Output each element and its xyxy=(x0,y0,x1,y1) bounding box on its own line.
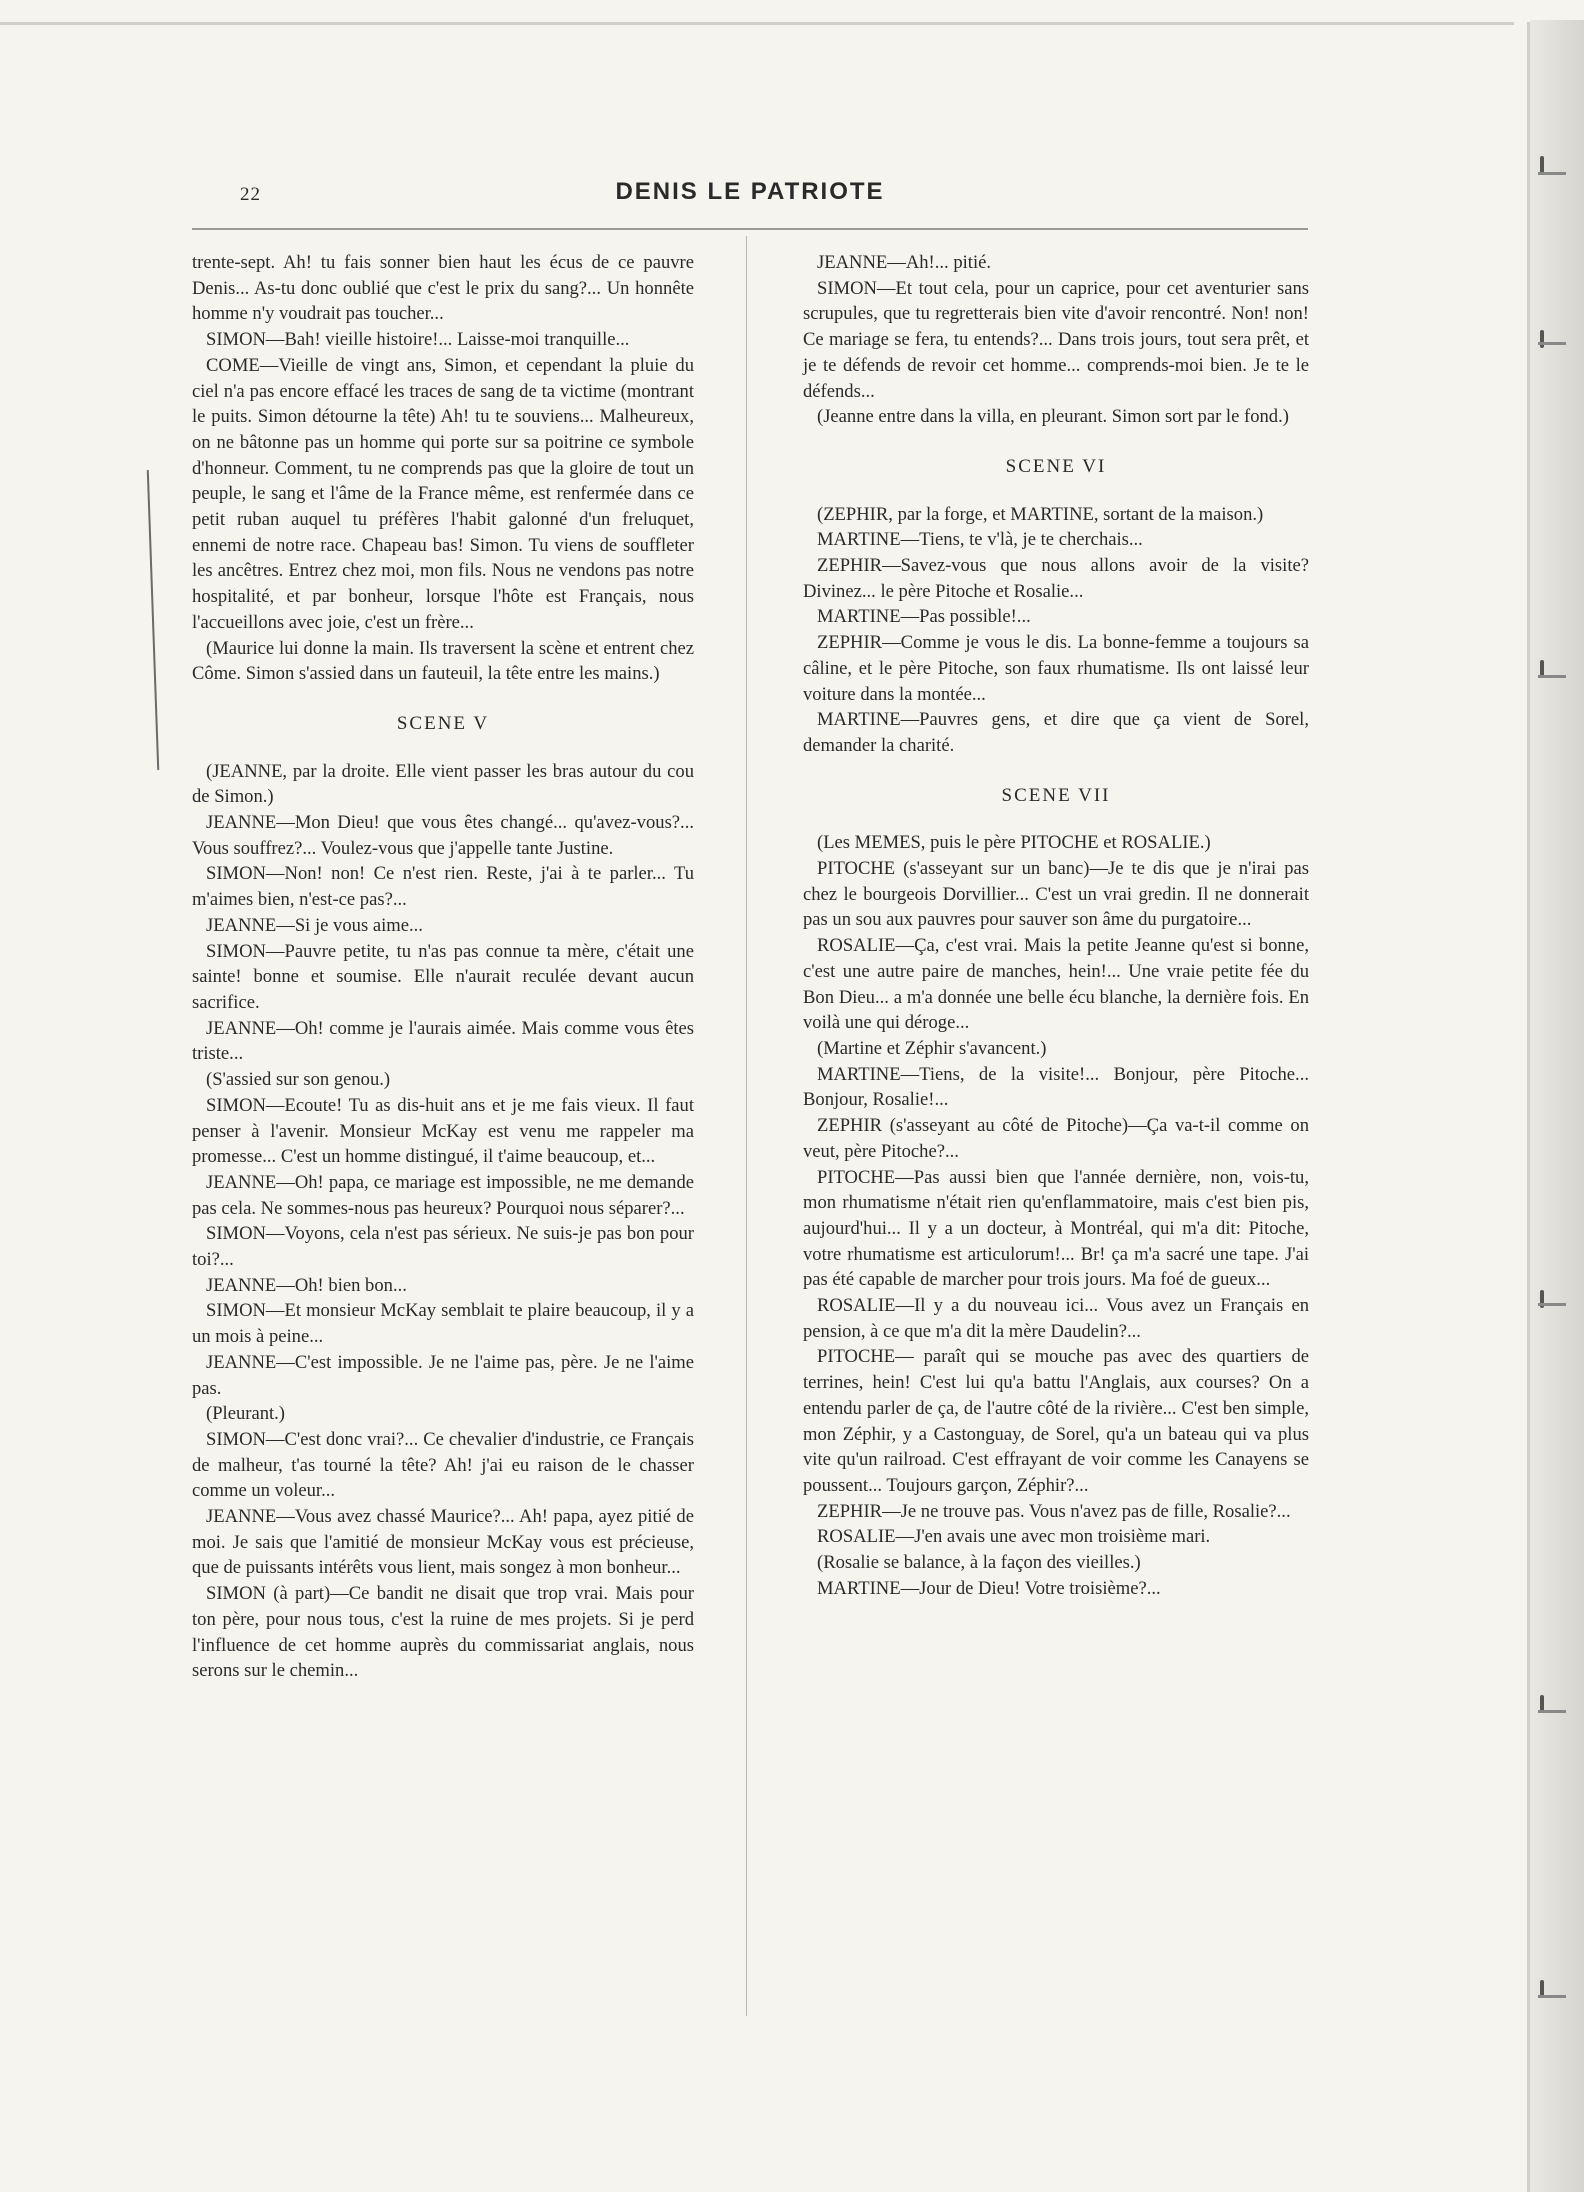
paragraph: (JEANNE, par la droite. Elle vient passer les bras autour du cou de Simon.) xyxy=(192,760,694,808)
paragraph: ZEPHIR—Comme je vous le dis. La bonne-femme a toujours sa câline, et le père Pitoche, son faux rhumatisme. Ils ont laissé leur voiture dans la montée... xyxy=(803,632,1309,705)
paragraph: JEANNE—Si je vous aime... xyxy=(206,914,423,936)
scene-heading: SCENE VI xyxy=(1005,455,1107,477)
paragraph: MARTINE—Jour de Dieu! Votre troisième?... xyxy=(817,1577,1161,1599)
right-column xyxy=(803,250,1309,1601)
paragraph: JEANNE—Vous avez chassé Maurice?... Ah! papa, ayez pitié de moi. Je sais que l'amitié de monsieur McKay vous est précieuse, que de puissants intérêts vous lient, mais songez à mon bonheur... xyxy=(192,1506,694,1579)
paragraph: MARTINE—Pas possible!... xyxy=(817,606,1031,628)
paragraph: MARTINE—Pauvres gens, et dire que ça vient de Sorel, demander la charité. xyxy=(803,709,1309,756)
paragraph: (Maurice lui donne la main. Ils traversent la scène et entrent chez Côme. Simon s'assied dans un fauteuil, la tête entre les mains.) xyxy=(192,637,694,685)
paragraph: PITOCHE—Pas aussi bien que l'année dernière, non, vois-tu, mon rhumatisme n'était rien qu'enflammatoire, mais c'est bien pis, aujourd'hui... Il y a un docteur, à Montréal, qui m'a dit: Pitoche, votre rhumatisme est articulorum!... Br! ça m'a sacré une tape. J'ai pas été capable de marcher pour trois jours. Ma foé de gueux... xyxy=(803,1166,1309,1291)
paragraph: (Rosalie se balance, à la façon des vieilles.) xyxy=(817,1552,1141,1574)
paragraph: ZEPHIR—Savez-vous que nous allons avoir de la visite? Divinez... le père Pitoche et Rosalie... xyxy=(803,555,1309,602)
margin-pencil-mark xyxy=(147,470,159,770)
book-binding xyxy=(1530,20,1584,2192)
paragraph: trente-sept. Ah! tu fais sonner bien haut les écus de ce pauvre Denis... As-tu donc oublié que c'est le prix du sang?... Un honnête homme n'y voudrait pas toucher... xyxy=(192,252,694,325)
binding-thread xyxy=(1538,1710,1566,1713)
paragraph: PITOCHE— paraît qui se mouche pas avec des quartiers de terrines, hein! C'est lui qu'a battu l'Anglais, aux courses? On a entendu parler de ça, de l'autre côté de la rivière... C'est ben simple, mon Zéphir, y a Castonguay, de Sorel, qu'a un bateau qui va plus vite qu'un railroad. C'est effrayant de voir comme les Canayens se poussent... Toujours garçon, Zéphir?... xyxy=(803,1346,1309,1496)
page-number: 22 xyxy=(240,184,261,205)
paragraph: JEANNE—Mon Dieu! que vous êtes changé... qu'avez-vous?... Vous souffrez?... Voulez-vous que j'appelle tante Justine. xyxy=(192,812,694,859)
binding-thread xyxy=(1538,342,1566,345)
paragraph: ROSALIE—J'en avais une avec mon troisième mari. xyxy=(817,1526,1211,1548)
paragraph: JEANNE—Oh! papa, ce mariage est impossible, ne me demande pas cela. Ne sommes-nous pas heureux? Pourquoi nous séparer?... xyxy=(192,1171,694,1219)
paragraph: PITOCHE (s'asseyant sur un banc)—Je te dis que je n'irai pas chez le bourgeois Dorvillier... C'est un vrai gredin. Il ne donnerait pas un sou aux pauvres pour sauver son âme du purgatoire... xyxy=(803,858,1309,931)
paragraph: SIMON—Pauvre petite, tu n'as pas connue ta mère, c'était une sainte! bonne et soumise. Elle n'aurait reculée devant aucun sacrifice. xyxy=(192,940,694,1013)
page-header xyxy=(192,178,1308,218)
left-column xyxy=(192,250,694,1684)
paragraph: COME—Vieille de vingt ans, Simon, et cependant la pluie du ciel n'a pas encore effacé les traces de sang de ta victime (montrant le puits. Simon détourne la tête) Ah! tu te souviens... Malheureux, on ne bâtonne pas un homme qui porte sur sa poitrine ce symbole d'honneur. Comment, tu ne comprends pas que la gloire de tout un peuple, le sang et l'âme de la France même, est renfermée dans ce petit ruban auquel tu préfères l'habit galonné d'un freluquet, ennemi de notre race. Chapeau bas! Simon. Tu viens de souffleter les ancêtres. Entrez chez moi, mon fils. Nous ne vendons pas notre hospitalité, et par bonheur, lorsque l'hôte est Français, nous l'accueillons avec joie, c'est un frère... xyxy=(192,354,694,633)
paragraph: SIMON—Ecoute! Tu as dis-huit ans et je me fais vieux. Il faut penser à l'avenir. Monsieur McKay est venu me rappeler ma promesse... C'est un homme distingué, il t'aime beaucoup, et... xyxy=(192,1094,694,1168)
paragraph: SIMON (à part)—Ce bandit ne disait que trop vrai. Mais pour ton père, pour nous tous, c'est la ruine de mes projets. Si je perd l'influence de cet homme auprès du commissariat anglais, nous serons sur le chemin... xyxy=(192,1583,694,1682)
paragraph: (ZEPHIR, par la forge, et MARTINE, sortant de la maison.) xyxy=(817,503,1264,525)
paragraph: ZEPHIR—Je ne trouve pas. Vous n'avez pas de fille, Rosalie?... xyxy=(817,1500,1291,1522)
paragraph: MARTINE—Tiens, de la visite!... Bonjour, père Pitoche... Bonjour, Rosalie!... xyxy=(803,1063,1309,1111)
binding-stitch xyxy=(1540,330,1544,348)
paragraph: (Les MEMES, puis le père PITOCHE et ROSALIE.) xyxy=(817,832,1211,854)
paragraph: ZEPHIR (s'asseyant au côté de Pitoche)—Ça va-t-il comme on veut, père Pitoche?... xyxy=(803,1115,1309,1162)
paragraph: SIMON—Non! non! Ce n'est rien. Reste, j'ai à te parler... Tu m'aimes bien, n'est-ce pas?... xyxy=(192,863,694,911)
paragraph: SIMON—Et monsieur McKay semblait te plaire beaucoup, il y a un mois à peine... xyxy=(192,1300,694,1348)
paragraph: (S'assied sur son genou.) xyxy=(206,1069,391,1091)
page-edge-top xyxy=(0,22,1514,25)
paragraph: (Pleurant.) xyxy=(206,1403,285,1425)
paragraph: JEANNE—Oh! bien bon... xyxy=(206,1274,407,1296)
column-divider xyxy=(746,236,747,2016)
binding-thread xyxy=(1538,1995,1566,1998)
binding-thread xyxy=(1538,172,1566,175)
paragraph: (Martine et Zéphir s'avancent.) xyxy=(817,1037,1047,1059)
paragraph: SIMON—Bah! vieille histoire!... Laisse-moi tranquille... xyxy=(206,329,630,351)
paragraph: SIMON—C'est donc vrai?... Ce chevalier d'industrie, ce Français de malheur, t'as tourné la tête? Ah! j'ai eu raison de le chasser comme un voleur... xyxy=(192,1428,694,1502)
paragraph: JEANNE—Oh! comme je l'aurais aimée. Mais comme vous êtes triste... xyxy=(192,1017,694,1065)
paragraph: ROSALIE—Il y a du nouveau ici... Vous avez un Français en pension, à ce que m'a dit la mère Daudelin?... xyxy=(803,1295,1309,1342)
paragraph: JEANNE—Ah!... pitié. xyxy=(817,252,992,273)
scene-heading: SCENE V xyxy=(396,712,490,734)
paragraph: ROSALIE—Ça, c'est vrai. Mais la petite Jeanne qu'est si bonne, c'est une autre paire de manches, hein!... Une vraie petite fée du Bon Dieu... a m'a donnée une belle écu blanche, la dernière fois. En voilà une qui déroge... xyxy=(803,935,1309,1034)
binding-thread xyxy=(1538,1303,1566,1306)
binding-thread xyxy=(1538,675,1566,678)
paragraph: MARTINE—Tiens, te v'là, je te cherchais... xyxy=(817,529,1143,551)
running-title: DENIS LE PATRIOTE xyxy=(615,178,885,205)
paragraph: (Jeanne entre dans la villa, en pleurant. Simon sort par le fond.) xyxy=(817,406,1289,428)
header-rule xyxy=(192,228,1308,230)
paragraph: SIMON—Voyons, cela n'est pas sérieux. Ne suis-je pas bon pour toi?... xyxy=(192,1223,694,1271)
scene-heading: SCENE VII xyxy=(1001,784,1111,806)
paragraph: SIMON—Et tout cela, pour un caprice, pour cet aventurier sans scrupules, que tu regretterais bien vite d'avoir rencontré. Non! non! Ce mariage se fera, tu entends?... Dans trois jours, tout sera prêt, et je te défends de revoir cet homme... comprends-moi bien. Je te le défends... xyxy=(803,277,1309,402)
paragraph: JEANNE—C'est impossible. Je ne l'aime pas, père. Je ne l'aime pas. xyxy=(192,1351,694,1399)
